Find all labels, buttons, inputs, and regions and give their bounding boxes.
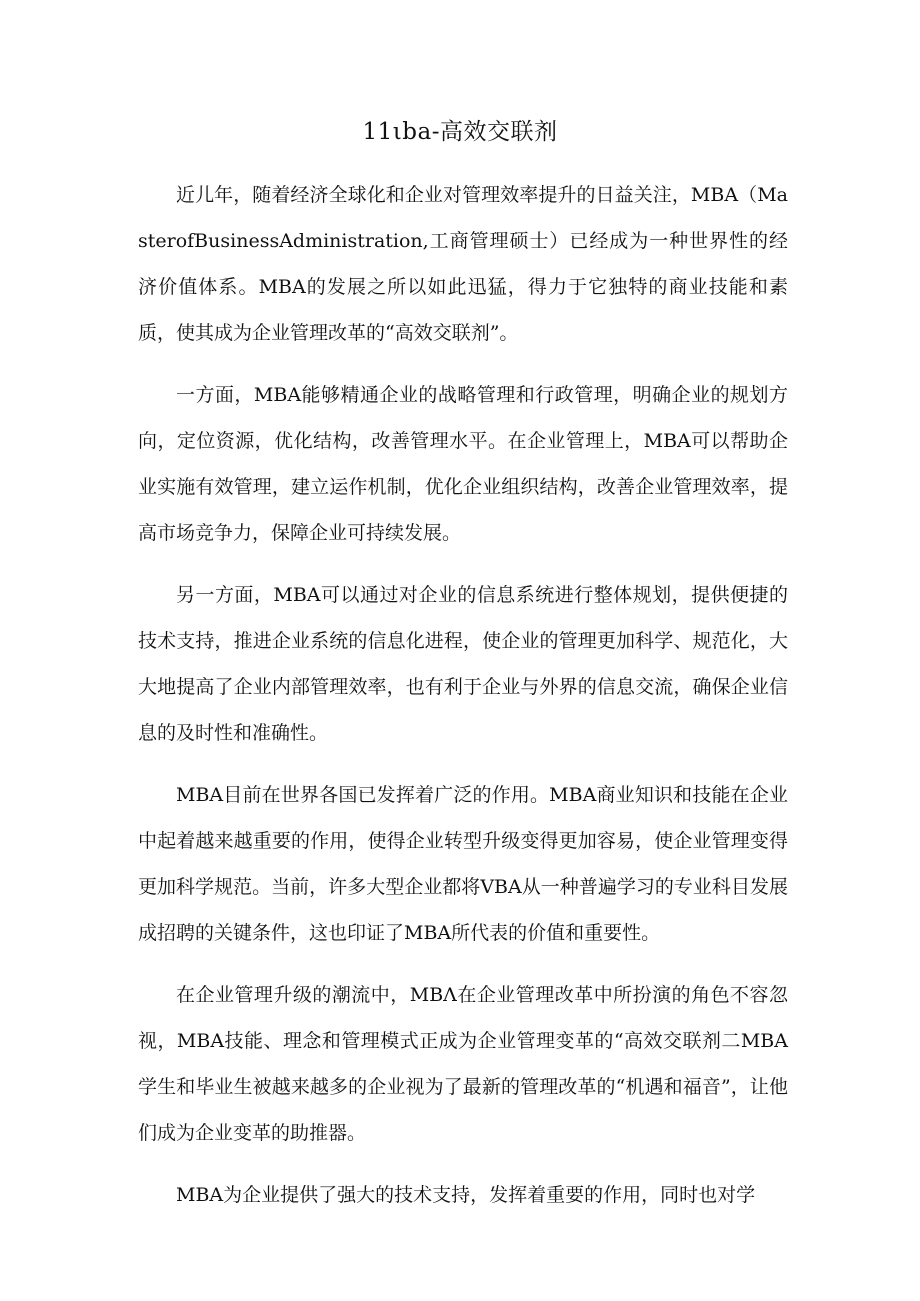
document-body (138, 172, 788, 1234)
paragraph-1: 近儿年，随着经济全球化和企业对管理效率提升的日益关注，MBA（MasterofBusinessAdministration,工商管理硕士）已经成为一种世界性的经济价值体系。MBA的发展之所以如此迅猛，得力于它独特的商业技能和素质，使其成为企业管理改革的“高效交联剂”。 (138, 184, 788, 344)
paragraph-4: MBA目前在世界各国已发挥着广泛的作用。MBA商业知识和技能在企业中起着越来越重要的作用，使得企业转型升级变得更加容易，使企业管理变得更加科学规范。当前，许多大型企业都将VBA从一种普遍学习的专业科目发展成招聘的关键条件，这也印证了MBA所代表的价值和重要性。 (138, 784, 788, 944)
paragraph-5: 在企业管理升级的潮流中，MBΛ在企业管理改革中所扮演的角色不容忽视，MBA技能、理念和管理模式正成为企业管理变革的“高效交联剂二MBA学生和毕业生被越来越多的企业视为了最新的管理改革的“机遇和福音”，让他们成为企业变革的助推器。 (138, 984, 788, 1144)
paragraph-6: MBA为企业提供了强大的技术支持，发挥着重要的作用，同时也对学 (176, 1184, 756, 1206)
paragraph-2: 一方面，MBA能够精通企业的战略管理和行政管理，明确企业的规划方向，定位资源，优化结构，改善管理水平。在企业管理上，MBA可以帮助企业实施有效管理，建立运作机制，优化企业组织结构，改善企业管理效率，提高市场竞争力，保障企业可持续发展。 (138, 384, 788, 544)
document-title: 11ιba-高效交联剂 (362, 119, 558, 145)
paragraph-3: 另一方面，MBA可以通过对企业的信息系统进行整体规划，提供便捷的技术支持，推进企业系统的信息化进程，使企业的管理更加科学、规范化，大大地提高了企业内部管理效率，也有利于企业与外界的信息交流，确保企业信息的及时性和准确性。 (138, 584, 788, 744)
